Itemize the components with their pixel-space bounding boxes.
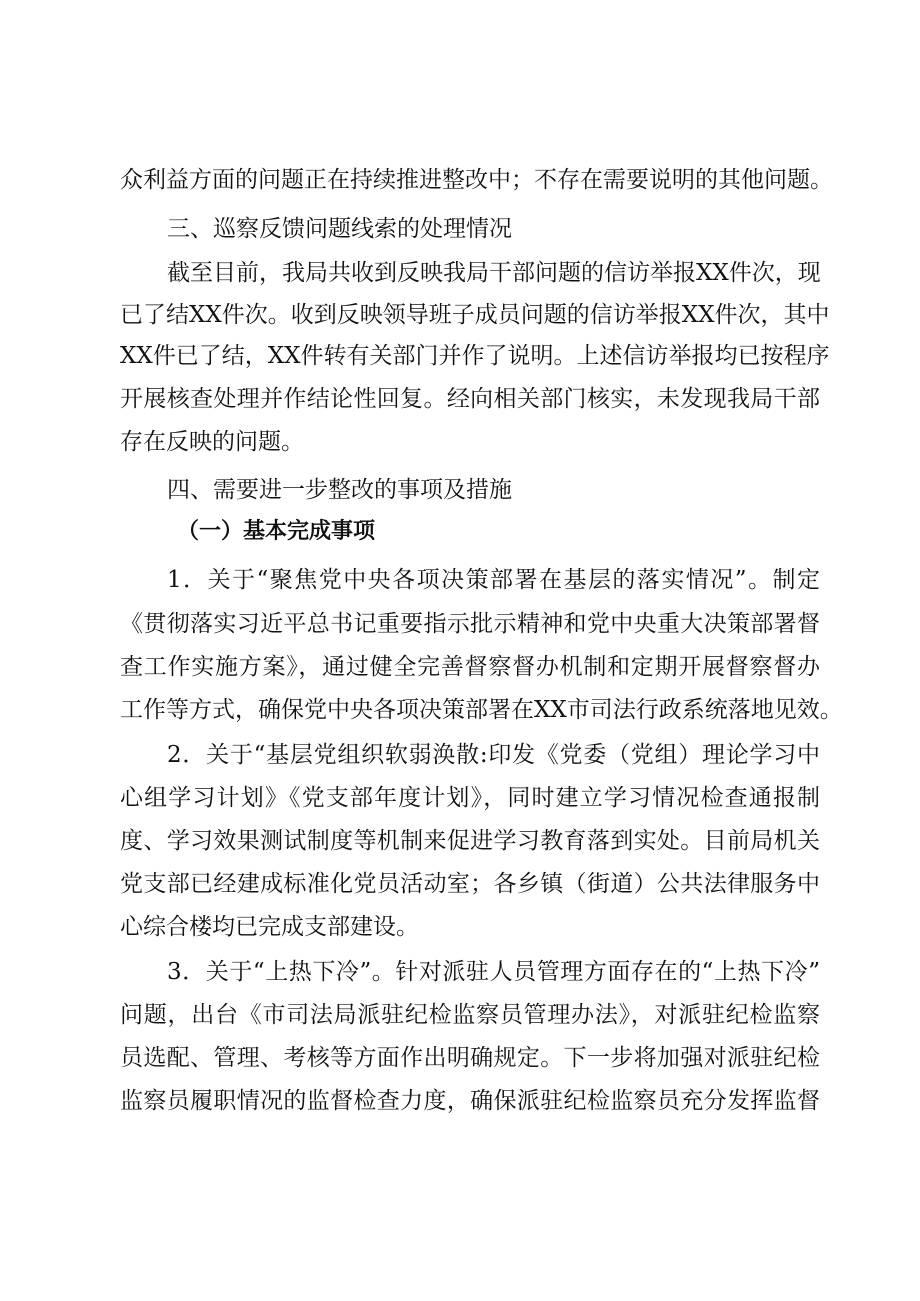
section-heading-3: 三、巡察反馈问题线索的处理情况: [167, 216, 512, 242]
paragraph-line: 工作等方式，确保党中央各项决策部署在XX市司法行政系统落地见效。: [120, 697, 843, 723]
paragraph-line: 问题，出台《市司法局派驻纪检监察员管理办法》，对派驻纪检监察: [120, 1002, 820, 1028]
paragraph-line: 《贯彻落实习近平总书记重要指示批示精神和党中央重大决策部署督: [120, 611, 820, 637]
paragraph-line: 3．关于“上热下冷”。针对派驻人员管理方面存在的“上热下冷”: [167, 959, 820, 985]
paragraph-line: 2．关于“基层党组织软弱涣散:印发《党委（党组）理论学习中: [167, 742, 820, 768]
paragraph-line: 心综合楼均已完成支部建设。: [120, 914, 419, 940]
paragraph-line: 众利益方面的问题正在持续推进整改中；不存在需要说明的其他问题。: [120, 167, 833, 193]
section-heading-4: 四、需要进一步整改的事项及措施: [167, 477, 512, 503]
paragraph-line: 监察员履职情况的监督检查力度，确保派驻纪检监察员充分发挥监督: [120, 1088, 820, 1114]
paragraph-line: 已了结XX件次。收到反映领导班子成员问题的信访举报XX件次，其中: [120, 302, 830, 328]
paragraph-line: 员选配、管理、考核等方面作出明确规定。下一步将加强对派驻纪检: [120, 1045, 820, 1071]
paragraph-line: 1．关于“聚焦党中央各项决策部署在基层的落实情况”。制定: [167, 567, 820, 593]
paragraph-line: 度、学习效果测试制度等机制来促进学习教育落到实处。目前局机关: [120, 828, 820, 854]
subsection-heading-1: （一）基本完成事项: [177, 519, 376, 544]
paragraph-line: 党支部已经建成标准化党员活动室；各乡镇（街道）公共法律服务中: [120, 871, 820, 897]
paragraph-line: XX件已了结，XX件转有关部门并作了说明。上述信访举报均已按程序: [120, 343, 830, 369]
paragraph-line: 查工作实施方案》，通过健全完善督察督办机制和定期开展督察督办: [120, 654, 820, 680]
paragraph-line: 截至目前，我局共收到反映我局干部问题的信访举报XX件次，现: [167, 260, 821, 286]
paragraph-line: 存在反映的问题。: [120, 429, 304, 455]
paragraph-line: 心组学习计划》《党支部年度计划》，同时建立学习情况检查通报制: [120, 785, 820, 811]
paragraph-line: 开展核查处理并作结论性回复。经向相关部门核实，未发现我局干部: [120, 386, 820, 412]
